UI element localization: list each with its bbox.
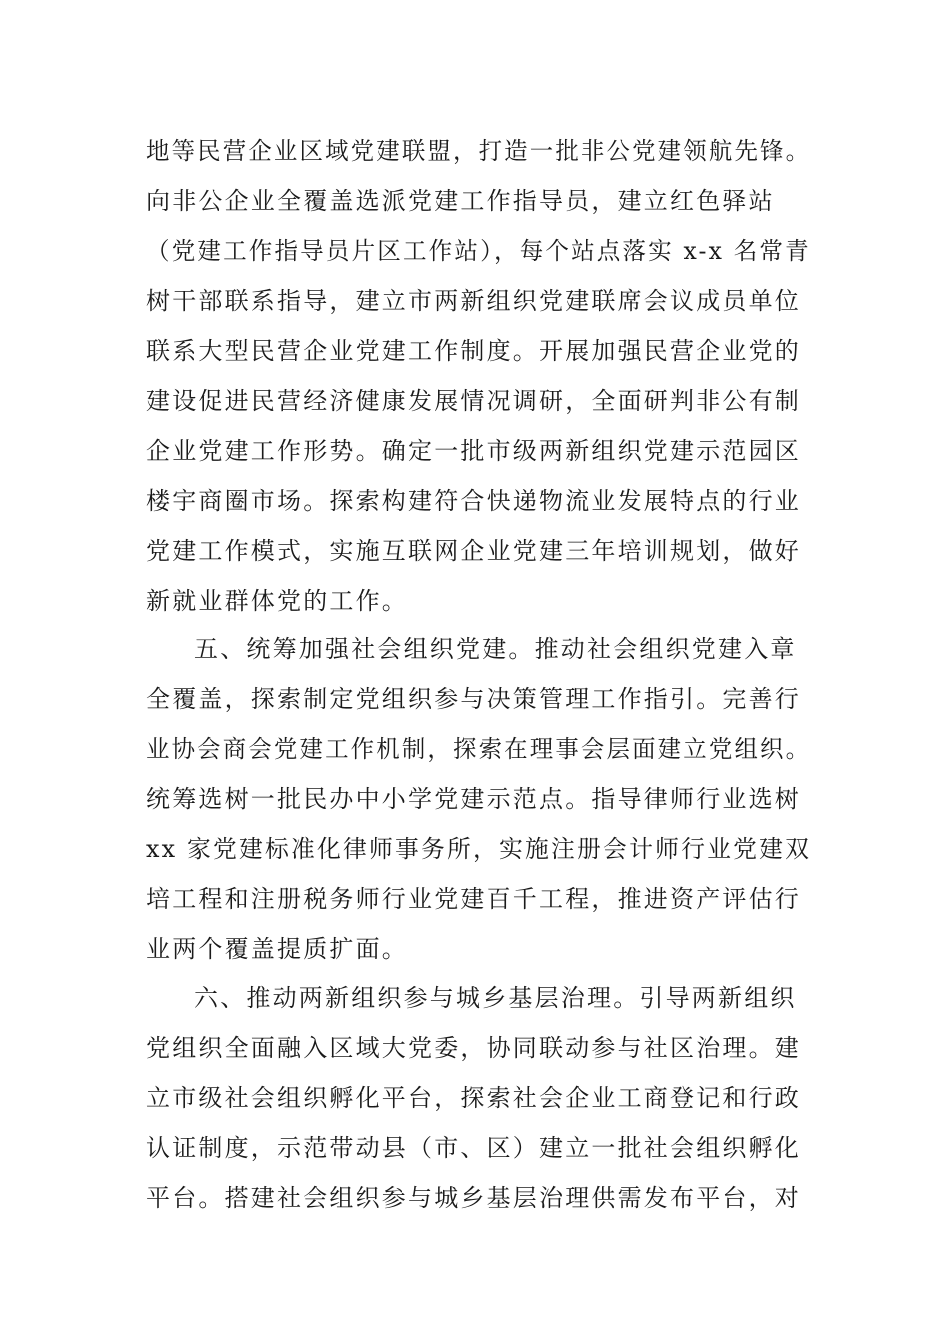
text-line: 企业党建工作形势。确定一批市级两新组织党建示范园区 bbox=[146, 437, 801, 465]
text-line: 统筹选树一批民办中小学党建示范点。指导律师行业选树 bbox=[146, 785, 801, 813]
text-line: xx 家党建标准化律师事务所，实施注册会计师行业党建双 bbox=[146, 835, 812, 863]
text-line: （党建工作指导员片区工作站），每个站点落实 x-x 名常青 bbox=[146, 237, 811, 265]
text-line: 培工程和注册税务师行业党建百千工程，推进资产评估行 bbox=[146, 885, 801, 913]
text-line: 党建工作模式，实施互联网企业党建三年培训规划，做好 bbox=[146, 537, 801, 565]
text-line: 新就业群体党的工作。 bbox=[146, 587, 408, 615]
text-line: 地等民营企业区域党建联盟，打造一批非公党建领航先锋。 bbox=[146, 137, 812, 165]
paragraph-heading-5: 五、统筹加强社会组织党建。推动社会组织党建入章 bbox=[194, 635, 797, 663]
text-line: 业两个覆盖提质扩面。 bbox=[146, 935, 408, 963]
text-line: 认证制度，示范带动县（市、区）建立一批社会组织孵化 bbox=[146, 1134, 801, 1162]
text-line: 向非公企业全覆盖选派党建工作指导员，建立红色驿站 bbox=[146, 187, 775, 215]
text-line: 党组织全面融入区域大党委，协同联动参与社区治理。建 bbox=[146, 1034, 801, 1062]
text-line: 全覆盖，探索制定党组织参与决策管理工作指引。完善行 bbox=[146, 685, 801, 713]
text-line: 平台。搭建社会组织参与城乡基层治理供需发布平台，对 bbox=[146, 1184, 801, 1212]
text-line: 联系大型民营企业党建工作制度。开展加强民营企业党的 bbox=[146, 337, 801, 365]
text-line: 树干部联系指导，建立市两新组织党建联席会议成员单位 bbox=[146, 287, 801, 315]
text-line: 建设促进民营经济健康发展情况调研，全面研判非公有制 bbox=[146, 387, 801, 415]
text-line: 立市级社会组织孵化平台，探索社会企业工商登记和行政 bbox=[146, 1084, 801, 1112]
text-line: 楼宇商圈市场。探索构建符合快递物流业发展特点的行业 bbox=[146, 487, 801, 515]
text-line: 业协会商会党建工作机制，探索在理事会层面建立党组织。 bbox=[146, 735, 812, 763]
paragraph-heading-6: 六、推动两新组织参与城乡基层治理。引导两新组织 bbox=[194, 984, 797, 1012]
